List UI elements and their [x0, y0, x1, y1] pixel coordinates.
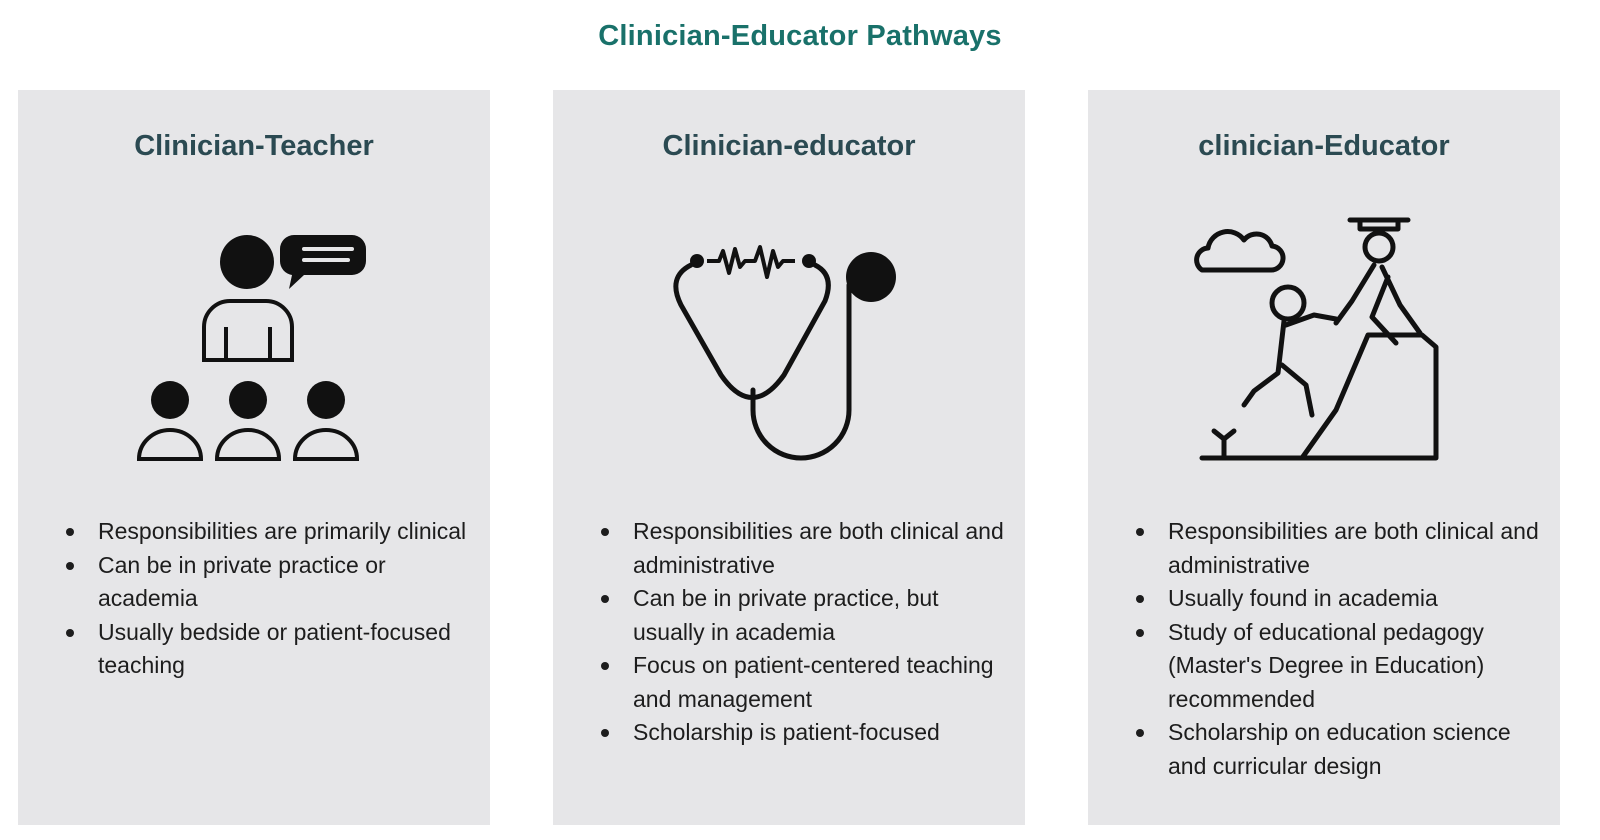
bullet-list	[63, 515, 473, 683]
list-item: Scholarship is patient-focused	[598, 716, 1008, 750]
list-item: Study of educational pedagogy (Master's Degree in Education) recommended	[1133, 616, 1543, 717]
graduate-helping-climb-icon	[1174, 205, 1474, 470]
page-title: Clinician-Educator Pathways	[598, 20, 1002, 52]
list-item: Can be in private practice or academia	[63, 549, 473, 616]
pathway-card-clinician-educator	[553, 90, 1025, 825]
teacher-students-icon	[104, 205, 404, 470]
list-item: Usually found in academia	[1133, 582, 1543, 616]
list-item: Usually bedside or patient-focused teaching	[63, 616, 473, 683]
list-item: Responsibilities are primarily clinical	[63, 515, 473, 549]
card-title: Clinician-Teacher	[134, 130, 374, 162]
bullet-list	[598, 515, 1008, 750]
list-item: Scholarship on education science and curricular design	[1133, 716, 1543, 783]
list-item: Focus on patient-centered teaching and management	[598, 649, 1008, 716]
stethoscope-icon	[639, 205, 939, 470]
list-item: Responsibilities are both clinical and administrative	[1133, 515, 1543, 582]
bullet-list	[1133, 515, 1543, 783]
list-item: Can be in private practice, but usually in academia	[598, 582, 1008, 649]
pathway-card-clinician-teacher	[18, 90, 490, 825]
card-title: Clinician-educator	[662, 130, 916, 162]
card-title: clinician-Educator	[1198, 130, 1450, 162]
pathway-card-clinician-educator-academic	[1088, 90, 1560, 825]
list-item: Responsibilities are both clinical and administrative	[598, 515, 1008, 582]
